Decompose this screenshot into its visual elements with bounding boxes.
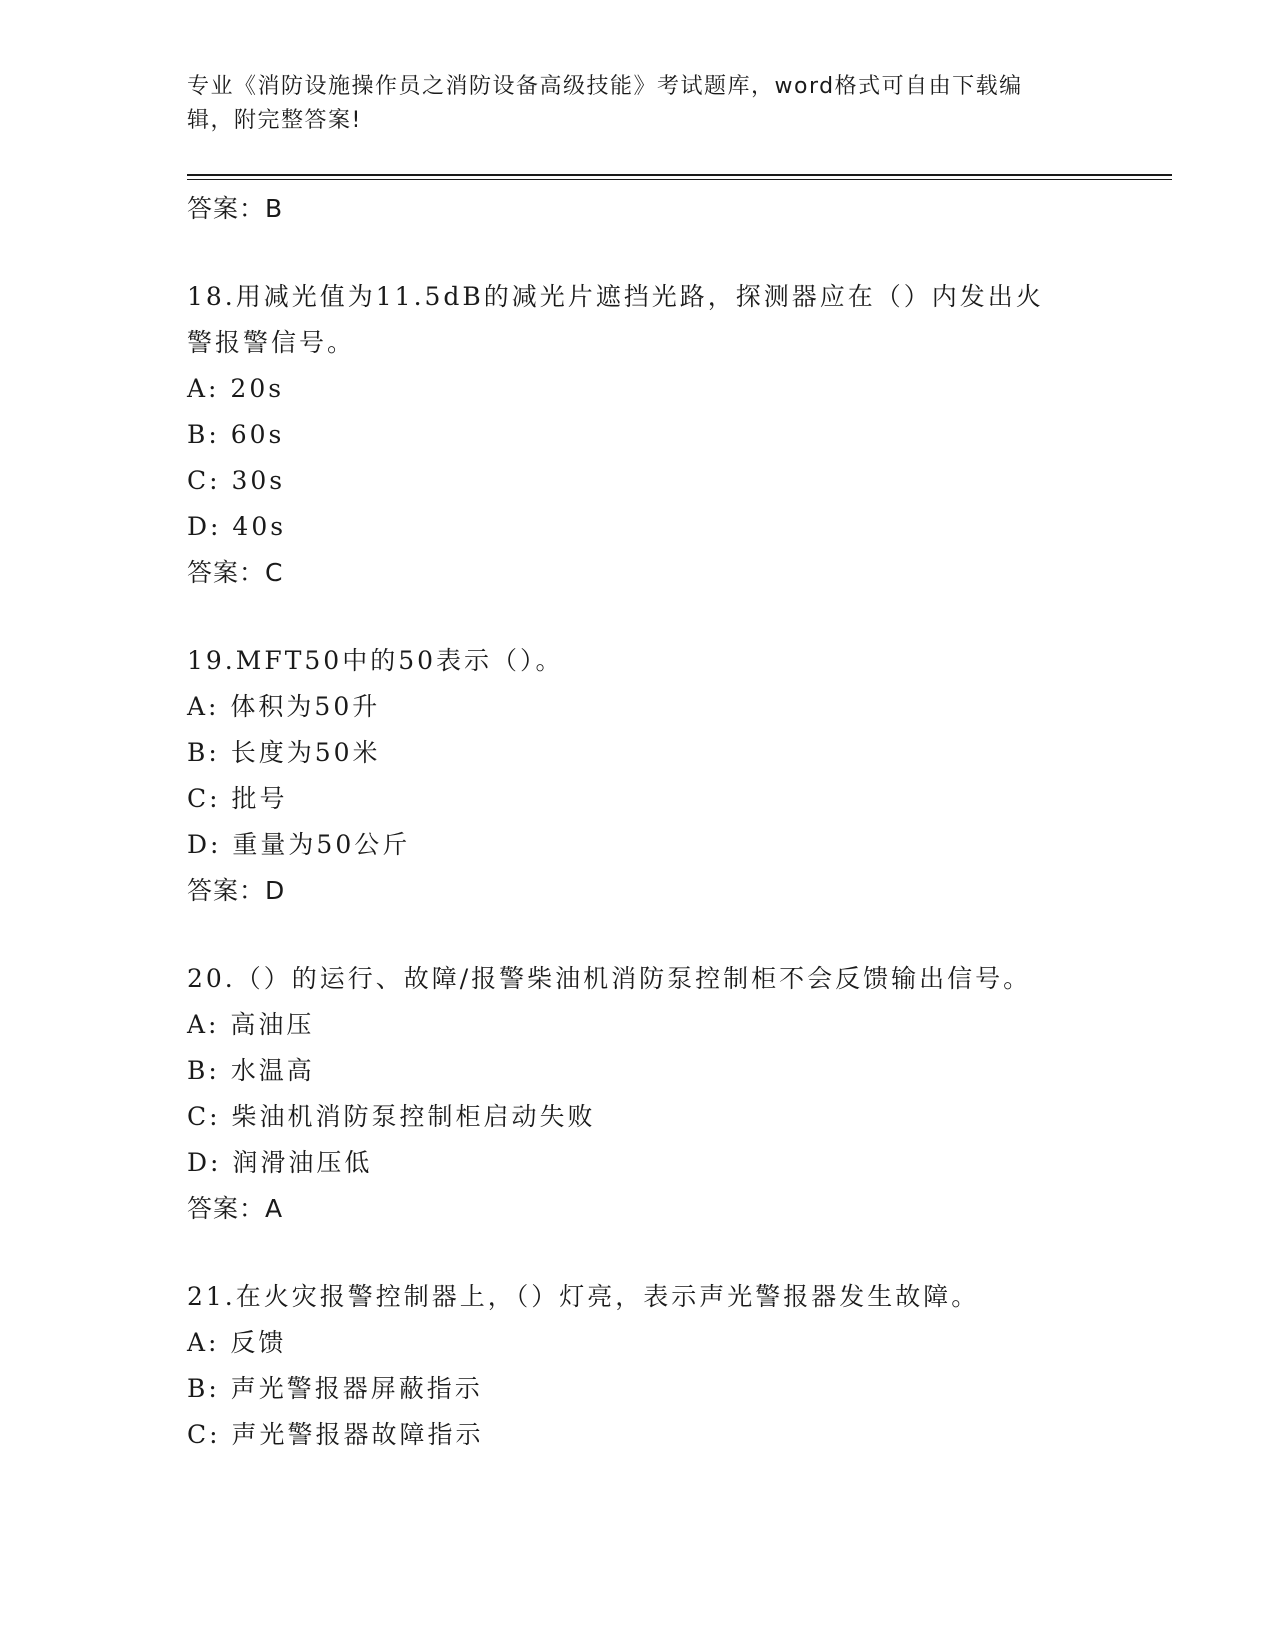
question-block [187, 638, 1172, 914]
option-b: B: 水温高 [187, 1056, 315, 1085]
option-a: A: 20s [187, 374, 285, 403]
question-block [187, 274, 1172, 596]
option-c: C: 声光警报器故障指示 [187, 1420, 484, 1449]
question-block [187, 956, 1172, 1232]
answer-line: 答案：A [187, 1194, 284, 1223]
option-b: B: 声光警报器屏蔽指示 [187, 1374, 483, 1403]
question-text: 18.用减光值为11.5dB的减光片遮挡光路，探测器应在（）内发出火警报警信号。 [187, 282, 1044, 357]
option-d: D: 重量为50公斤 [187, 830, 411, 859]
answer-line: 答案：B [187, 194, 284, 223]
option-c: C: 批号 [187, 784, 288, 813]
option-a: A: 高油压 [187, 1010, 315, 1039]
option-d: D: 润滑油压低 [187, 1148, 373, 1177]
option-c: C: 30s [187, 466, 286, 495]
header-intro: 专业《消防设施操作员之消防设备高级技能》考试题库，word格式可自由下载编辑，附完整答案! [187, 74, 1023, 133]
answer-line: 答案：C [187, 558, 284, 587]
question-text: 21.在火灾报警控制器上，（）灯亮，表示声光警报器发生故障。 [187, 1282, 980, 1311]
option-b: B: 60s [187, 420, 285, 449]
option-d: D: 40s [187, 512, 287, 541]
question-text: 20.（）的运行、故障/报警柴油机消防泵控制柜不会反馈输出信号。 [187, 964, 1032, 993]
option-a: A: 反馈 [187, 1328, 287, 1357]
question-text: 19.MFT50中的50表示（）。 [187, 646, 564, 675]
question-block [187, 1274, 1172, 1458]
answer-line: 答案：D [187, 876, 286, 905]
option-c: C: 柴油机消防泵控制柜启动失败 [187, 1102, 596, 1131]
option-b: B: 长度为50米 [187, 738, 381, 767]
option-a: A: 体积为50升 [187, 692, 381, 721]
document-page [187, 70, 1172, 1458]
header-divider [187, 174, 1172, 180]
